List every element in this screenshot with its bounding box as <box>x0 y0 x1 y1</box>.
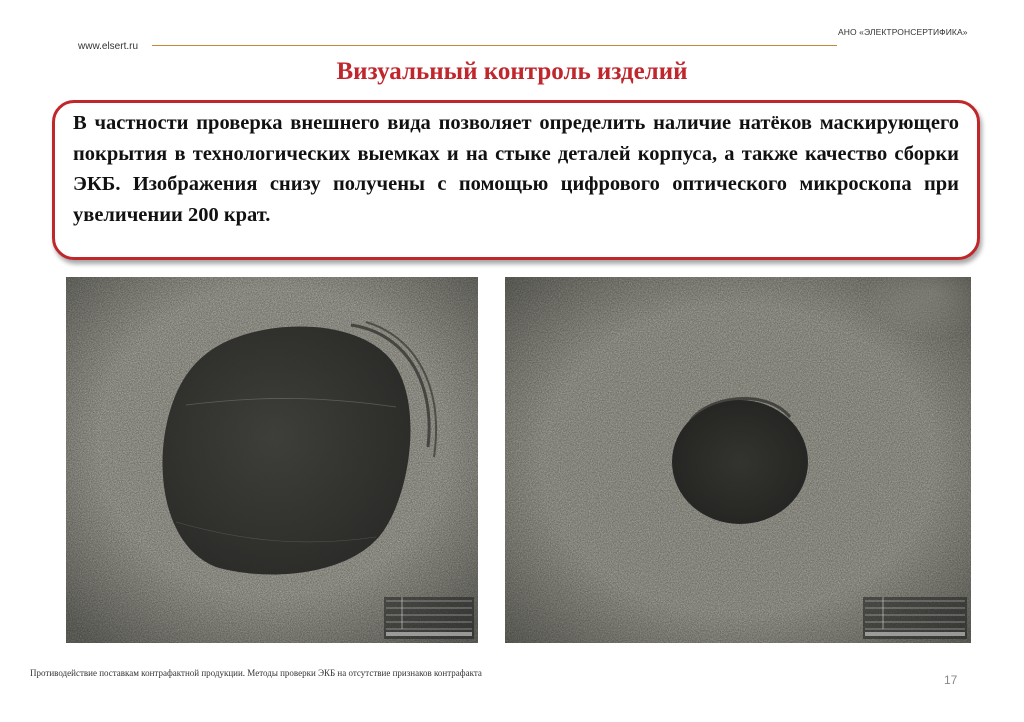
org-name: АНО «ЭЛЕКТРОНСЕРТИФИКА» <box>838 27 968 37</box>
page-number: 17 <box>944 673 958 687</box>
scale-info-overlay <box>863 597 967 639</box>
body-paragraph: В частности проверка внешнего вида позволяет определить наличие натёков маскирующего покрытия в технологических выемках и на стыке деталей корпуса, а также качество сборки ЭКБ. Изображения снизу получены с помощью цифрового оптического микроскопа при увеличении 200 крат. <box>73 112 959 226</box>
scale-info-overlay <box>384 597 474 639</box>
site-url: www.elsert.ru <box>78 41 139 52</box>
text-callout-box <box>52 100 980 260</box>
footer-caption: Противодействие поставкам контрафактной продукции. Методы проверки ЭКБ на отсутствие признаков контрафакта <box>30 668 482 678</box>
microscope-image-left <box>66 277 478 643</box>
page-title: Визуальный контроль изделий <box>336 58 688 85</box>
header-divider <box>152 45 837 46</box>
microscope-image-right <box>505 277 971 643</box>
